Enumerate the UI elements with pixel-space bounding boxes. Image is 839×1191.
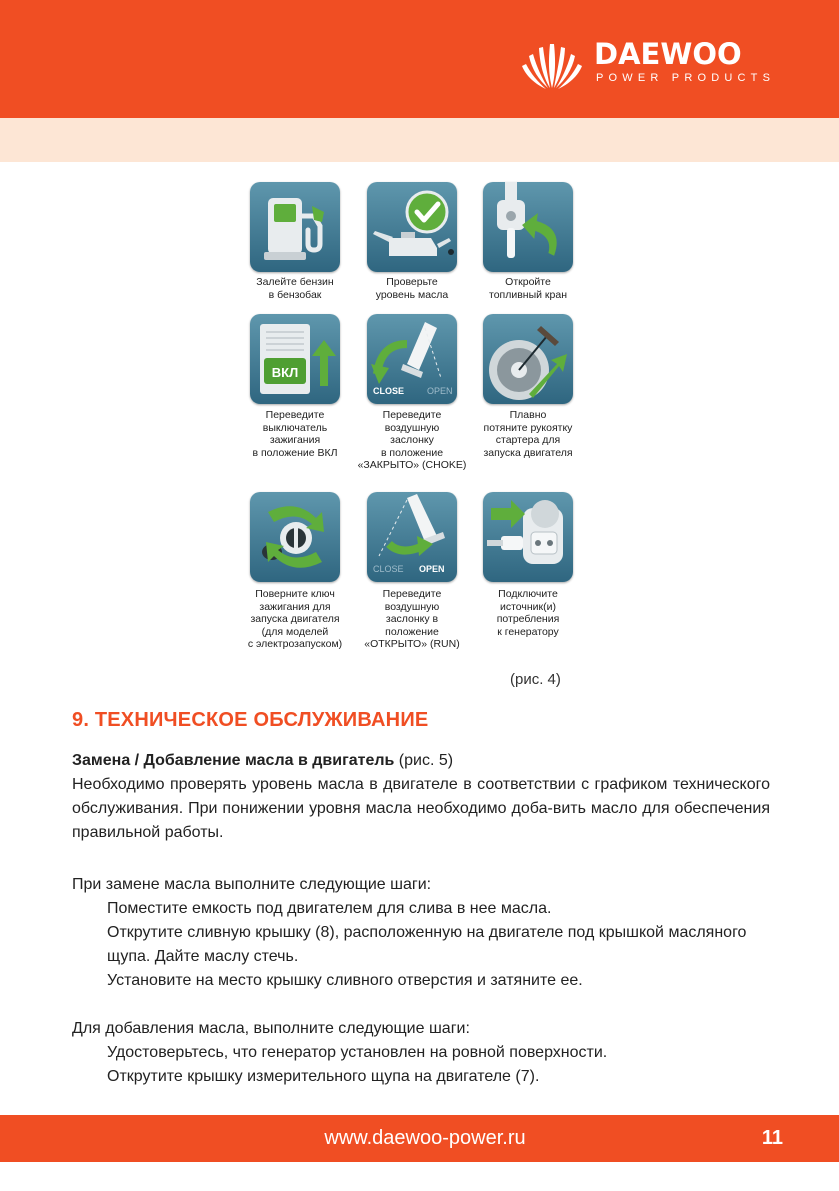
step-caption: Проверьте уровень масла <box>375 276 449 301</box>
page-header <box>0 0 839 118</box>
ignition-switch-icon <box>250 314 340 404</box>
ignition-key-icon <box>250 492 340 582</box>
step-caption: Подключите источник(и) потребления к генератору <box>496 588 560 638</box>
step-tile-choke-open <box>367 492 457 582</box>
page-number: 11 <box>761 1127 783 1149</box>
step-caption: Плавно потяните рукоятку стартера для запуска двигателя <box>483 409 573 459</box>
step-caption: Переведите выключатель зажигания в положение ВКЛ <box>252 409 338 459</box>
step-tile-fuel <box>250 182 340 272</box>
intro-paragraph: Необходимо проверять уровень масла в двигателе в соответствии с графиком технического обслуживания. При понижении уровня масла необходимо доба-вить масло для обеспечения правильной работы. <box>72 776 770 841</box>
brand-subtitle: POWER PRODUCTS <box>596 72 776 84</box>
add-step: Удостоверьтесь, что генератор установлен на ровной поверхности. <box>107 1044 608 1061</box>
footer-url[interactable]: www.daewoo-power.ru <box>324 1127 526 1149</box>
step-tile-switch <box>250 314 340 404</box>
oil-can-check-icon <box>367 182 457 272</box>
figure-caption: (рис. 4) <box>510 671 561 688</box>
section-title: 9. ТЕХНИЧЕСКОЕ ОБСЛУЖИВАНИЕ <box>72 709 429 731</box>
change-step: Поместите емкость под двигателем для слива в нее масла. <box>107 900 552 917</box>
add-step: Открутите крышку измерительного щупа на двигателе (7). <box>107 1068 540 1085</box>
subsection-heading <box>72 749 453 773</box>
socket-plug-icon <box>483 492 573 582</box>
step-caption: Откройте топливный кран <box>489 276 567 301</box>
daewoo-fan-icon <box>520 36 584 92</box>
svg-text:OPEN: OPEN <box>419 564 445 574</box>
add-oil-intro: Для добавления масла, выполните следующие шаги: <box>72 1020 470 1037</box>
step-tile-oil <box>367 182 457 272</box>
brand-name: DAEWOO <box>594 37 742 71</box>
fuel-pump-icon <box>250 182 340 272</box>
svg-text:CLOSE: CLOSE <box>373 386 405 396</box>
step-tile-valve <box>483 182 573 272</box>
change-step: Открутите сливную крышку (8), расположенную на двигателе под крышкой масляного щупа. Дайте маслу стечь. <box>107 924 747 965</box>
svg-text:OPEN: OPEN <box>427 386 453 396</box>
step-tile-starter <box>483 314 573 404</box>
header-subbar <box>0 118 839 162</box>
figure-ref: (рис. 5) <box>394 752 454 769</box>
step-caption: Переведите воздушную заслонку в положение «ЗАКРЫТО» (CHOKE) <box>357 409 467 472</box>
step-caption: Залейте бензин в бензобак <box>256 276 334 301</box>
change-step: Установите на место крышку сливного отверстия и затяните ее. <box>107 972 583 989</box>
step-caption: Поверните ключ зажигания для запуска двигателя (для моделей с электрозапуском) <box>247 588 343 651</box>
svg-text:ВКЛ: ВКЛ <box>271 365 299 380</box>
daewoo-logo <box>520 36 780 92</box>
choke-close-icon <box>367 314 457 404</box>
page-footer <box>0 1115 839 1162</box>
step-tile-socket <box>483 492 573 582</box>
step-caption: Переведите воздушную заслонку в положение «ОТКРЫТО» (RUN) <box>364 588 460 651</box>
choke-open-icon <box>367 492 457 582</box>
subsection-title: Замена / Добавление масла в двигатель <box>72 752 395 769</box>
step-tile-key <box>250 492 340 582</box>
change-oil-intro: При замене масла выполните следующие шаги: <box>72 876 432 893</box>
fuel-valve-icon <box>483 182 573 272</box>
step-tile-choke-close <box>367 314 457 404</box>
recoil-starter-icon <box>483 314 573 404</box>
svg-text:CLOSE: CLOSE <box>373 564 404 574</box>
